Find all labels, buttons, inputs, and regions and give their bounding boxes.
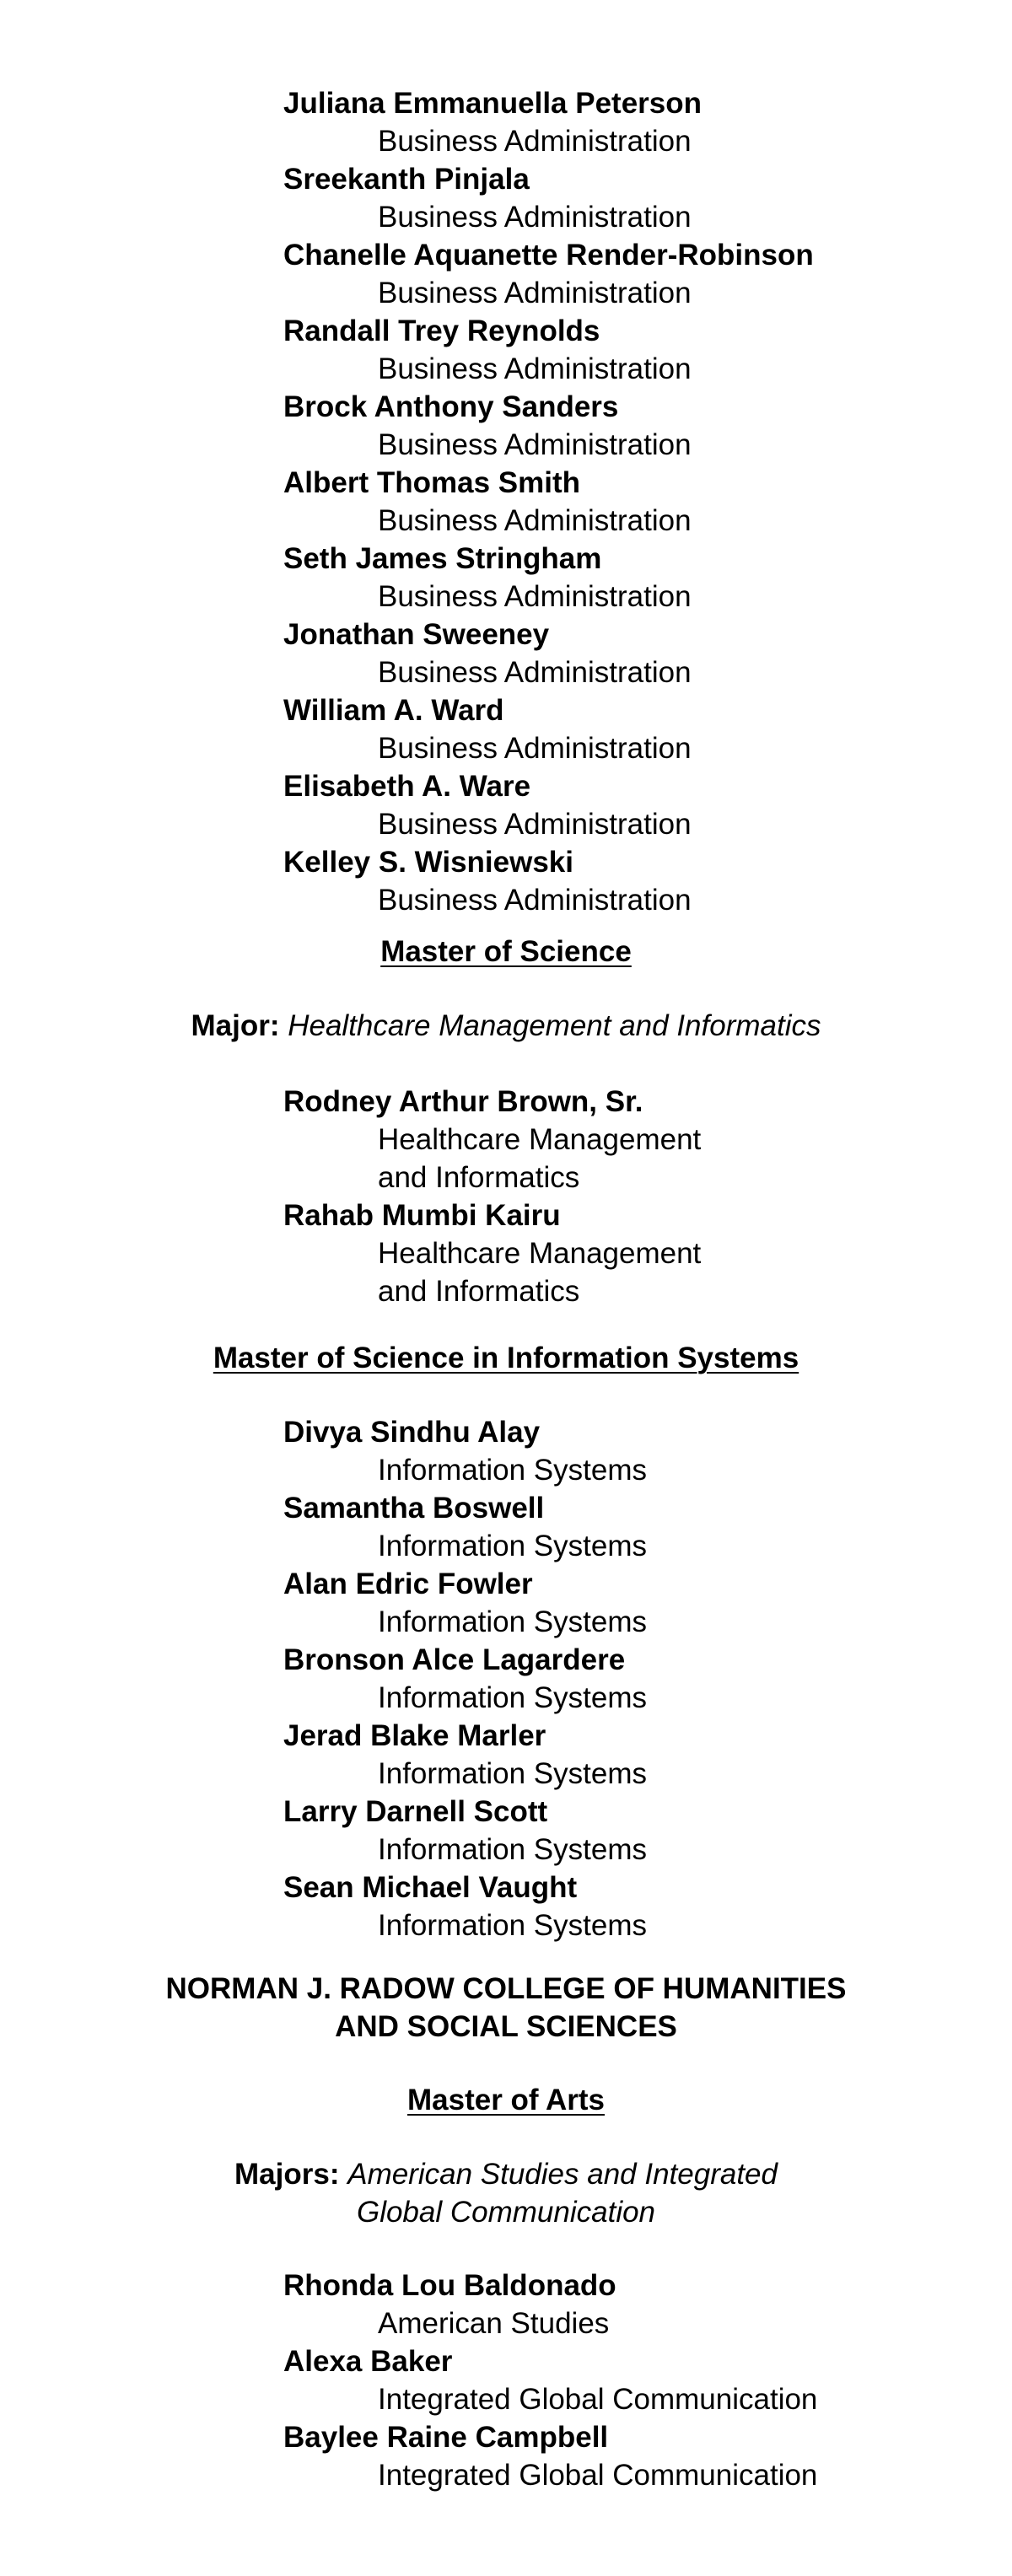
graduate-name: Rahab Mumbi Kairu (283, 1199, 561, 1232)
graduate-major: Business Administration (378, 428, 692, 461)
graduate-entry (283, 691, 924, 767)
graduate-entry (283, 1489, 924, 1565)
graduate-major: Information Systems (378, 1909, 647, 1942)
graduate-major: Healthcare Management and Informatics (378, 1237, 702, 1308)
graduate-name: Rhonda Lou Baldonado (283, 2269, 616, 2302)
graduate-name: Randall Trey Reynolds (283, 315, 600, 347)
graduate-major: Information Systems (378, 1681, 647, 1714)
graduate-major: Business Administration (378, 580, 692, 613)
graduate-entry (283, 1083, 924, 1197)
graduate-major: Business Administration (378, 504, 692, 537)
graduate-major: Business Administration (378, 808, 692, 841)
graduate-name: Sean Michael Vaught (283, 1871, 578, 1904)
graduate-major: Business Administration (378, 277, 692, 309)
graduate-major: American Studies (378, 2307, 610, 2340)
graduate-entry (283, 1641, 924, 1717)
graduate-name: Alexa Baker (283, 2345, 453, 2378)
information-systems-graduate-list (283, 1413, 924, 1944)
graduate-entry (283, 236, 924, 312)
college-heading (0, 1970, 1012, 2046)
graduate-major: Business Administration (378, 732, 692, 765)
master-of-arts-heading: Master of Arts (406, 2084, 606, 2116)
graduate-entry (283, 1565, 924, 1641)
major-value: Healthcare Management and Informatics (288, 1009, 821, 1042)
graduate-name: Jerad Blake Marler (283, 1719, 546, 1752)
master-of-science-heading: Master of Science (380, 935, 632, 968)
graduate-name: Brock Anthony Sanders (283, 390, 619, 423)
graduate-name: Seth James Stringham (283, 542, 602, 575)
graduate-entry (283, 2267, 924, 2342)
graduate-entry (283, 388, 924, 464)
graduate-entry (283, 312, 924, 388)
graduate-major: Business Administration (378, 884, 692, 917)
graduate-entry (283, 540, 924, 616)
majors-value-line-2: Global Communication (356, 2196, 656, 2229)
graduate-name: Divya Sindhu Alay (283, 1416, 541, 1449)
graduate-major: Business Administration (378, 201, 692, 234)
college-heading-line-1: NORMAN J. RADOW COLLEGE OF HUMANITIES (165, 1972, 847, 2005)
graduate-major: Healthcare Management and Informatics (378, 1123, 702, 1194)
graduate-entry (283, 1413, 924, 1489)
graduate-name: Bronson Alce Lagardere (283, 1643, 626, 1676)
graduate-name: Alan Edric Fowler (283, 1568, 533, 1600)
graduate-name: William A. Ward (283, 694, 504, 727)
graduate-entry (283, 1869, 924, 1944)
master-of-arts-graduate-list (283, 2267, 924, 2494)
graduate-entry (283, 616, 924, 691)
graduate-entry (283, 160, 924, 236)
graduate-major: Information Systems (378, 1605, 647, 1638)
graduate-name: Elisabeth A. Ware (283, 770, 531, 803)
graduate-name: Baylee Raine Campbell (283, 2421, 609, 2454)
graduate-major: Business Administration (378, 656, 692, 689)
healthcare-informatics-graduate-list (283, 1083, 924, 1310)
graduate-entry (283, 1793, 924, 1869)
master-of-science-information-systems-heading: Master of Science in Information Systems (213, 1342, 799, 1374)
graduate-entry (283, 2342, 924, 2418)
graduate-entry (283, 84, 924, 160)
graduate-major: Business Administration (378, 352, 692, 385)
ms-major-line (0, 1007, 1012, 1045)
graduate-name: Samantha Boswell (283, 1492, 545, 1525)
ma-majors-block (0, 2155, 1012, 2231)
graduate-entry (283, 2418, 924, 2494)
graduate-entry (283, 1717, 924, 1793)
majors-label: Majors: (234, 2158, 340, 2191)
major-label: Major: (191, 1009, 280, 1042)
graduate-entry (283, 767, 924, 843)
graduate-major: Integrated Global Communication (378, 2383, 818, 2416)
graduate-entry (283, 464, 924, 540)
graduate-major: Information Systems (378, 1530, 647, 1562)
graduate-major: Integrated Global Communication (378, 2459, 818, 2492)
majors-value-line-1: American Studies and Integrated (347, 2158, 778, 2191)
graduate-entry (283, 843, 924, 919)
graduate-major: Information Systems (378, 1757, 647, 1790)
ma-majors-line-2 (0, 2193, 1012, 2231)
graduate-name: Juliana Emmanuella Peterson (283, 87, 702, 120)
graduate-major: Business Administration (378, 125, 692, 158)
graduate-name: Larry Darnell Scott (283, 1795, 548, 1828)
graduate-name: Jonathan Sweeney (283, 618, 550, 651)
graduate-entry (283, 1197, 924, 1310)
graduate-name: Albert Thomas Smith (283, 466, 580, 499)
graduate-name: Sreekanth Pinjala (283, 163, 530, 196)
graduate-name: Rodney Arthur Brown, Sr. (283, 1085, 643, 1118)
graduate-major: Information Systems (378, 1833, 647, 1866)
graduate-major: Information Systems (378, 1454, 647, 1487)
college-heading-line-2: AND SOCIAL SCIENCES (335, 2010, 677, 2043)
ma-majors-line-1 (0, 2155, 1012, 2193)
graduate-name: Kelley S. Wisniewski (283, 846, 574, 879)
graduate-name: Chanelle Aquanette Render-Robinson (283, 239, 814, 272)
business-administration-graduate-list (283, 84, 924, 919)
